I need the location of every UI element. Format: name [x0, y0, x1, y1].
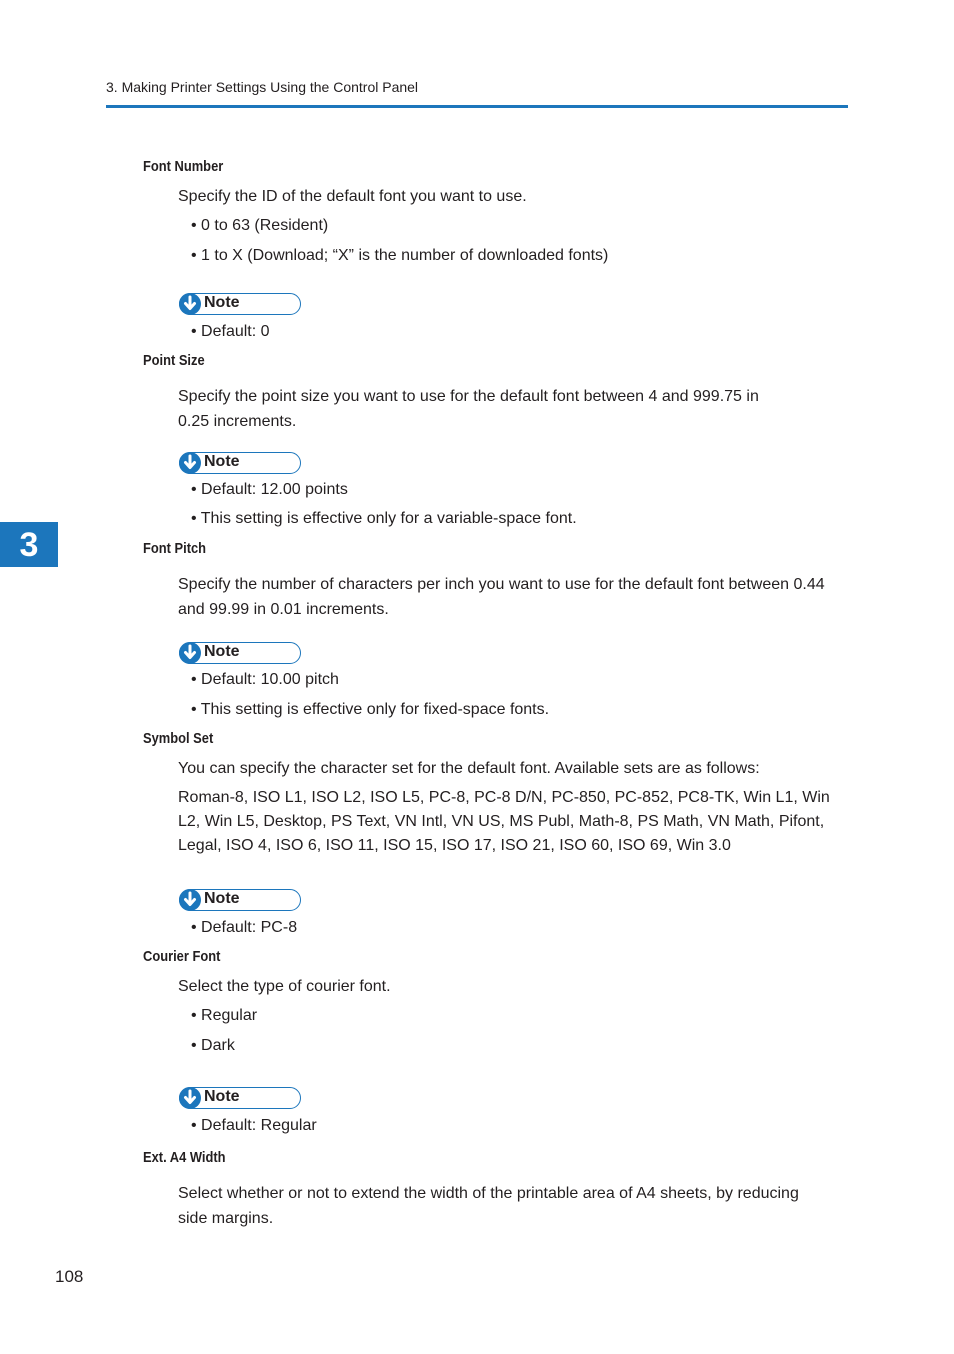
ext-a4-width-description-line-2: side margins. — [178, 1210, 274, 1227]
heading-courier-font: Courier Font — [143, 948, 221, 965]
list-item: • 0 to 63 (Resident) — [191, 217, 329, 234]
font-pitch-description-line-2: and 99.99 in 0.01 increments. — [178, 601, 389, 618]
chapter-tab: 3 — [0, 522, 58, 567]
list-item: • Default: 12.00 points — [191, 481, 348, 498]
note-text: Note — [204, 294, 240, 311]
list-item: • This setting is effective only for fixed-space fonts. — [191, 701, 550, 718]
note-text: Note — [204, 890, 240, 907]
down-arrow-circle-icon — [179, 642, 201, 664]
heading-symbol-set: Symbol Set — [143, 730, 214, 747]
symbol-set-description: You can specify the character set for the default font. Available sets are as follows: — [178, 760, 760, 777]
note-label — [179, 293, 301, 315]
symbol-set-list-line-2: L2, Win L5, Desktop, PS Text, VN Intl, VN US, MS Publ, Math-8, PS Math, VN Math, Pifont, — [178, 813, 825, 830]
list-item: • This setting is effective only for a variable-space font. — [191, 510, 577, 527]
note-text: Note — [204, 453, 240, 470]
note-text: Note — [204, 1088, 240, 1105]
note-label — [179, 452, 301, 474]
courier-font-description: Select the type of courier font. — [178, 978, 391, 995]
down-arrow-circle-icon — [179, 889, 201, 911]
point-size-description-line-2: 0.25 increments. — [178, 413, 297, 430]
header-rule — [106, 105, 848, 108]
running-header: 3. Making Printer Settings Using the Control Panel — [106, 79, 419, 95]
font-pitch-description-line-1: Specify the number of characters per inch you want to use for the default font between 0.44 — [178, 576, 825, 593]
symbol-set-list-line-1: Roman-8, ISO L1, ISO L2, ISO L5, PC-8, PC-8 D/N, PC-850, PC-852, PC8-TK, Win L1, Win — [178, 789, 830, 806]
ext-a4-width-description-line-1: Select whether or not to extend the width of the printable area of A4 sheets, by reducing — [178, 1185, 799, 1202]
list-item: • Default: PC-8 — [191, 919, 298, 936]
list-item: • Regular — [191, 1007, 258, 1024]
heading-font-pitch: Font Pitch — [143, 540, 207, 557]
down-arrow-circle-icon — [179, 452, 201, 474]
heading-ext-a4-width: Ext. A4 Width — [143, 1149, 226, 1166]
list-item: • 1 to X (Download; “X” is the number of downloaded fonts) — [191, 247, 609, 264]
font-number-description: Specify the ID of the default font you want to use. — [178, 188, 527, 205]
list-item: • Default: 0 — [191, 323, 270, 340]
list-item: • Dark — [191, 1037, 235, 1054]
heading-point-size: Point Size — [143, 352, 205, 369]
note-text: Note — [204, 643, 240, 660]
list-item: • Default: Regular — [191, 1117, 317, 1134]
note-label — [179, 1087, 301, 1109]
note-label — [179, 642, 301, 664]
down-arrow-circle-icon — [179, 293, 201, 315]
note-label — [179, 889, 301, 911]
list-item: • Default: 10.00 pitch — [191, 671, 339, 688]
heading-font-number: Font Number — [143, 158, 224, 175]
page-number: 108 — [55, 1267, 84, 1286]
symbol-set-list-line-3: Legal, ISO 4, ISO 6, ISO 11, ISO 15, ISO 17, ISO 21, ISO 60, ISO 69, Win 3.0 — [178, 837, 731, 854]
down-arrow-circle-icon — [179, 1087, 201, 1109]
point-size-description-line-1: Specify the point size you want to use for the default font between 4 and 999.75 in — [178, 388, 759, 405]
